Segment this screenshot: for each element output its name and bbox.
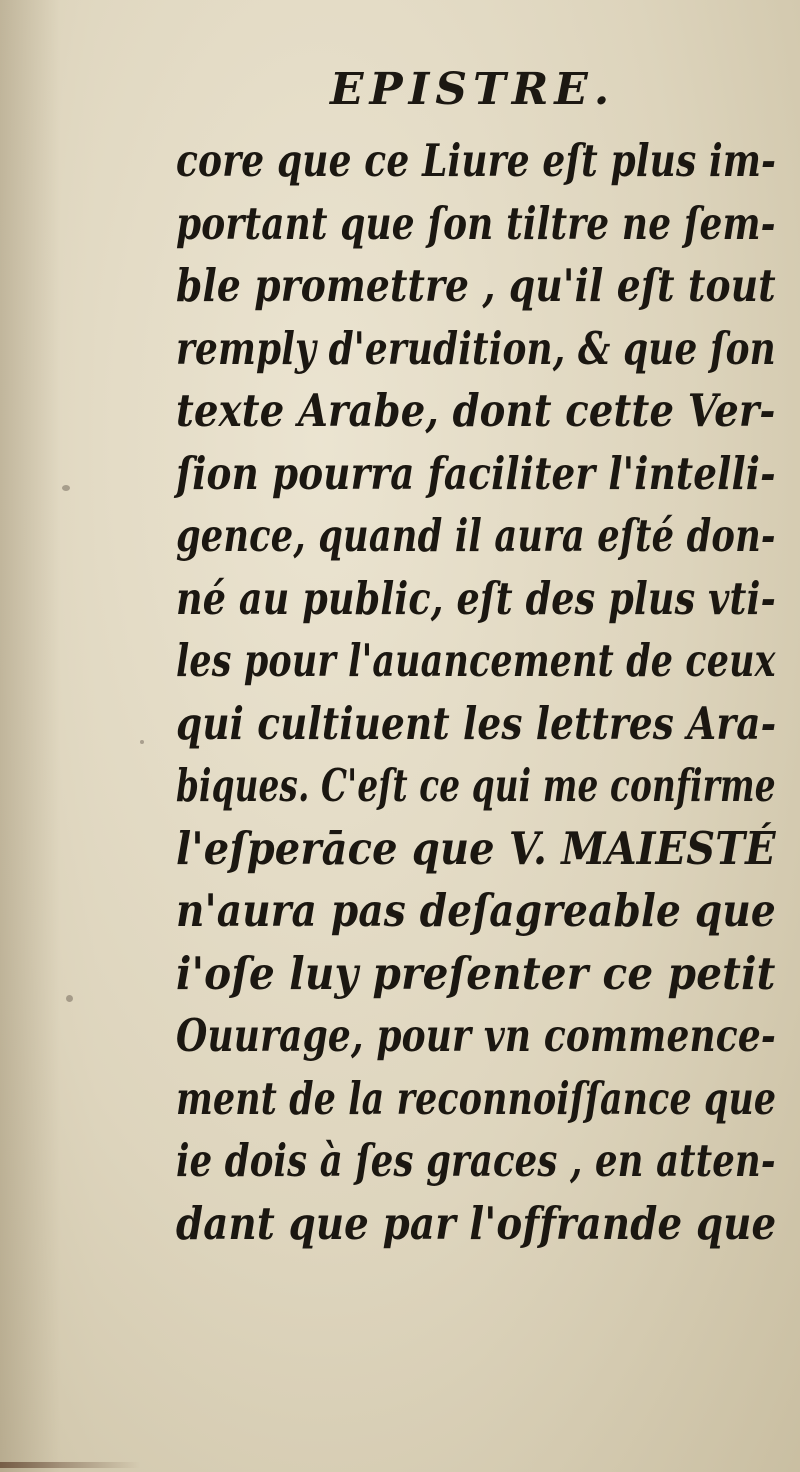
paper-speck [140, 740, 144, 744]
text-line: gence, quand il aura eſté don- [176, 509, 776, 562]
text-line: qui cultiuent les lettres Ara- [176, 696, 777, 750]
text-line: portant que ſon tiltre ne ſem- [176, 196, 776, 250]
text-line: texte Arabe, dont cette Ver- [176, 384, 776, 437]
page-gutter-shadow [0, 0, 60, 1472]
text-line: i'oſe luy preſenter ce petit [176, 946, 776, 1000]
text-line: core que ce Liure eſt plus im- [176, 134, 777, 187]
text-line: ble promettre , qu'il eſt tout [176, 259, 776, 312]
text-line: les pour l'auancement de ceux [176, 634, 776, 687]
running-head: EPISTRE. [330, 64, 616, 115]
text-line: né au public, eſt des plus vti- [176, 571, 776, 625]
text-line: remply d'erudition, & que ſon [176, 321, 776, 375]
text-line: n'aura pas deſagreable que [176, 884, 776, 937]
body-text [176, 130, 776, 1255]
paper-speck [62, 485, 70, 491]
text-line: ſion pourra faciliter l'intelli- [176, 446, 776, 500]
text-line: dant que par l'offrande que [176, 1196, 777, 1250]
text-line: ment de la reconnoiſſance que [176, 1071, 777, 1125]
text-line: Ouurage, pour vn commence- [176, 1009, 776, 1062]
paper-speck [66, 995, 73, 1002]
page-edge-mark [0, 1462, 140, 1468]
text-line: ie dois à ſes graces , en atten- [176, 1134, 776, 1187]
text-line: l'eſperāce que V. MAIESTÉ [176, 821, 776, 875]
text-line: biques. C'eſt ce qui me confirme [176, 759, 776, 812]
